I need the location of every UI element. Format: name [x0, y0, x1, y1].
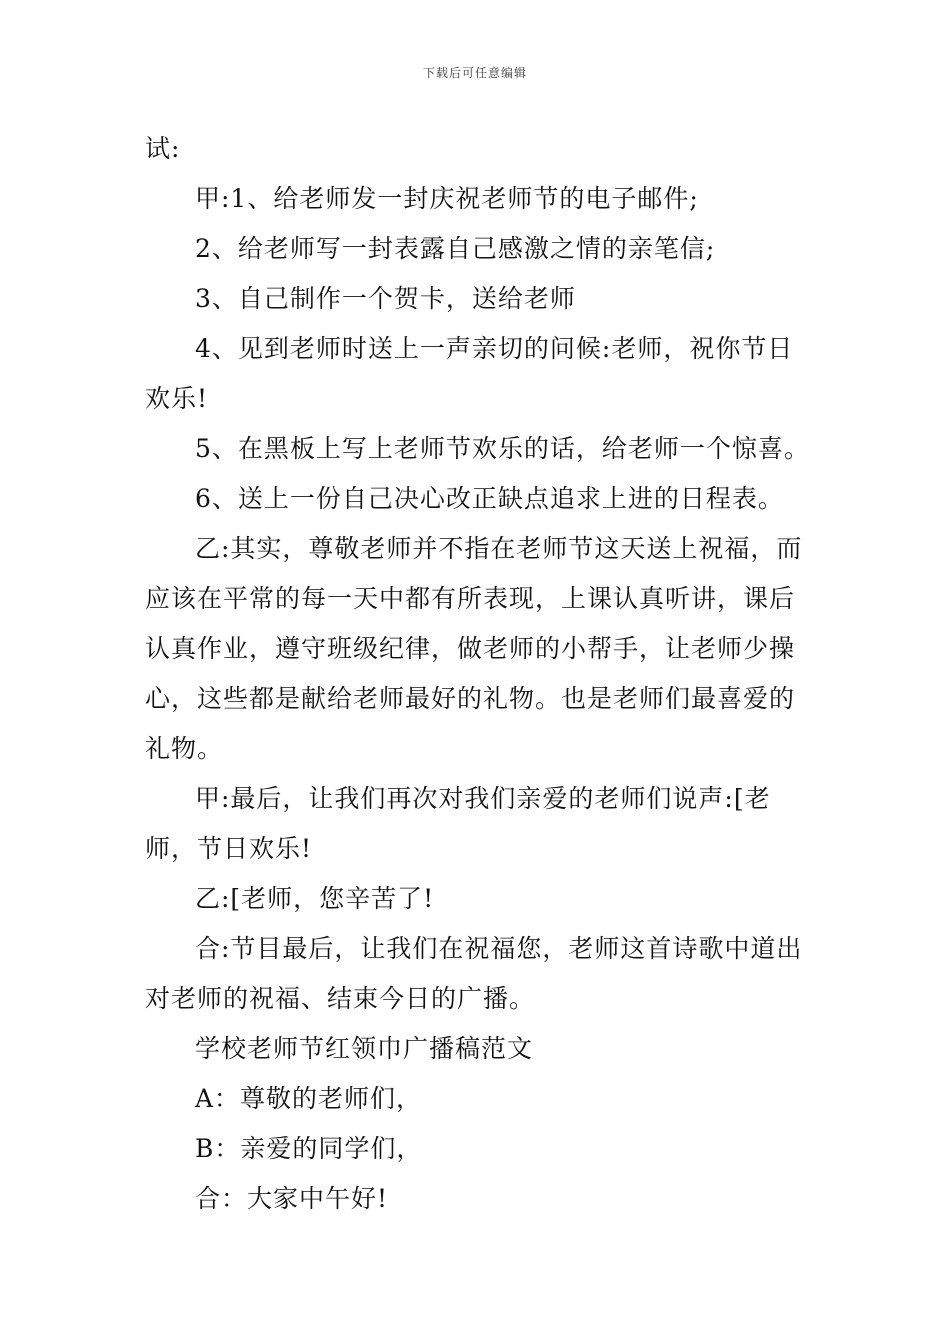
- paragraph-7: 6、送上一份自己决心改正缺点追求上进的日程表。: [195, 484, 784, 513]
- paragraph-3: 2、给老师写一封表露自己感激之情的亲笔信;: [195, 234, 716, 263]
- page-header-note: 下载后可任意编辑: [422, 66, 527, 80]
- paragraph-4: 3、自己制作一个贺卡，送给老师: [195, 284, 576, 313]
- paragraph-9: 甲:最后，让我们再次对我们亲爱的老师们说声:[老师，节日欢乐!: [145, 784, 771, 863]
- paragraph-14: B：亲爱的同学们，: [195, 1134, 423, 1163]
- paragraph-6: 5、在黑板上写上老师节欢乐的话，给老师一个惊喜。: [195, 434, 810, 463]
- paragraph-13: A：尊敬的老师们，: [195, 1084, 423, 1113]
- paragraph-11: 合:节目最后，让我们在祝福您，老师这首诗歌中道出对老师的祝福、结束今日的广播。: [145, 934, 803, 1013]
- paragraph-2: 甲:1、给老师发一封庆祝老师节的电子邮件;: [195, 184, 699, 213]
- paragraph-1: 试:: [145, 134, 181, 163]
- document-body: [145, 124, 810, 1224]
- paragraph-15: 合：大家中午好!: [195, 1184, 389, 1213]
- paragraph-10: 乙:[老师，您辛苦了!: [195, 884, 435, 913]
- paragraph-8: 乙:其实，尊敬老师并不指在老师节这天送上祝福，而应该在平常的每一天中都有所表现，上课认真听讲，课后认真作业，遵守班级纪律，做老师的小帮手，让老师少操心，这些都是献给老师最好的礼物。也是老师们最喜爱的礼物。: [145, 534, 803, 763]
- section-title: 学校老师节红领巾广播稿范文: [195, 1034, 534, 1063]
- paragraph-5: 4、见到老师时送上一声亲切的问候:老师，祝你节日欢乐!: [145, 334, 794, 413]
